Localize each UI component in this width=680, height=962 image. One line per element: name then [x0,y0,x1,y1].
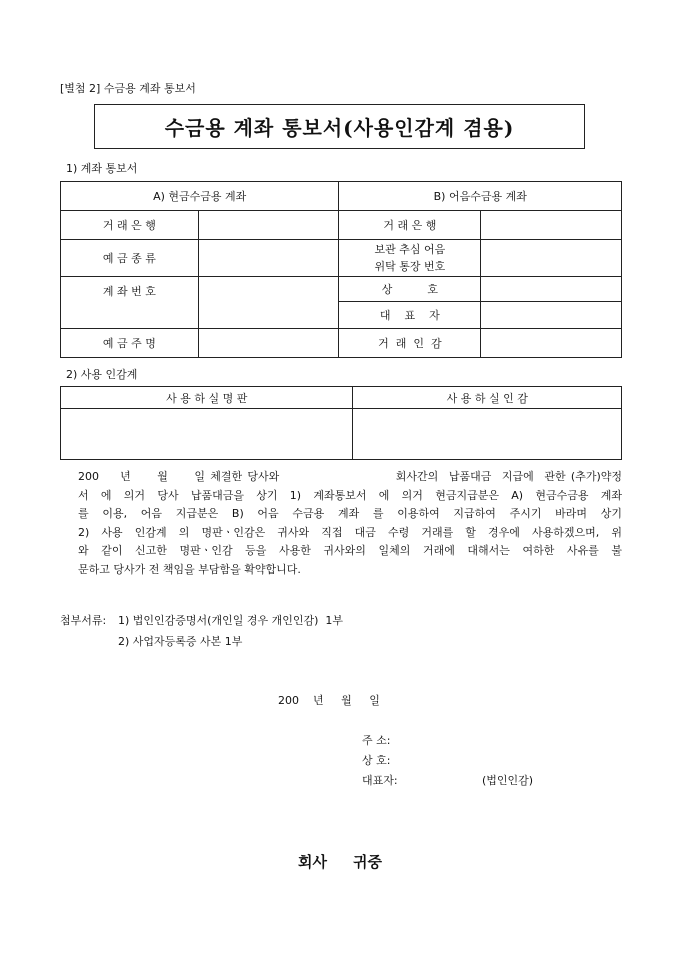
closing-salutation: 회사 귀중 [297,853,383,871]
paragraph-line: 를 이용, 어음 지급분은 B) 어음 수금용 계좌 를 이용하여 지급하여 주시기 바라며 상기 [78,507,622,520]
attachment-item-1: 1) 법인인감증명서(개인일 경우 개인인감) 1부 [118,614,343,627]
sign-seal-note: (법인인감) [482,774,534,787]
label-deposit-type: 예 금 종 류 [61,240,199,277]
label-representative: 대 표 자 [339,302,481,329]
label-company-name: 상 호 [339,277,481,302]
label-cash-bank: 거 래 은 행 [61,211,199,240]
attachment-label: [별첨 2] 수금용 계좌 통보서 [60,82,196,95]
document-title [94,104,585,149]
field-trade-seal[interactable] [481,329,622,358]
label-account-number: 계 좌 번 호 [61,277,199,329]
note-passbook-line1: 보관 추심 어음 [374,243,446,256]
label-account-holder: 예 금 주 명 [61,329,199,358]
header-note-account: B) 어음수금용 계좌 [339,182,622,211]
paragraph-line: 와 같이 신고한 명판ㆍ인감 등을 사용한 귀사와의 일체의 거래에 대해서는 여하한 사유를 불 [78,544,622,557]
paragraph-line: 2) 사용 인감계 의 명판ㆍ인감은 귀사와 직접 대금 수령 거래를 할 경우에 사용하겠으며, 위 [78,525,622,539]
label-note-passbook [339,240,481,277]
field-representative[interactable] [481,302,622,329]
sign-address-label: 주 소: [362,734,391,747]
attachment-item-2: 2) 사업자등록증 사본 1부 [118,635,243,648]
header-seal: 사 용 하 실 인 감 [353,387,622,409]
field-seal[interactable] [353,409,622,460]
section2-heading: 2) 사용 인감계 [66,368,138,381]
header-name-plate: 사 용 하 실 명 판 [61,387,353,409]
attachments-label: 첨부서류: [60,614,107,627]
field-account-number[interactable] [198,277,339,329]
field-company-name[interactable] [481,277,622,302]
account-notice-table [60,181,622,358]
field-note-passbook[interactable] [481,240,622,277]
field-cash-bank[interactable] [198,211,339,240]
field-account-holder[interactable] [198,329,339,358]
label-trade-seal: 거 래 인 감 [339,329,481,358]
field-note-bank[interactable] [481,211,622,240]
field-name-plate[interactable] [61,409,353,460]
sign-representative-label: 대표자: [362,774,398,787]
agreement-paragraph [78,468,622,579]
section1-heading: 1) 계좌 통보서 [66,162,138,175]
field-deposit-type[interactable] [198,240,339,277]
paragraph-line: 서 에 의거 당사 납품대금을 상기 1) 계좌통보서 에 의거 현금지급분은 A) 현금수금용 계좌 [78,488,622,502]
header-cash-account: A) 현금수금용 계좌 [61,182,339,211]
seal-registration-table [60,386,622,460]
label-note-bank: 거 래 은 행 [339,211,481,240]
sign-company-label: 상 호: [362,754,391,767]
title-text: 수금용 계좌 통보서(사용인감계 겸용) [164,116,515,140]
date-line: 200 년 월 일 [278,694,380,707]
paragraph-line: 문하고 당사가 전 책임을 부담함을 확약합니다. [78,562,301,576]
note-passbook-line2: 위탁 통장 번호 [374,260,446,273]
paragraph-line: 200 년 월 일 체결한 당사와 회사간의 납품대금 지급에 관한 (추가)약정 [78,470,622,483]
